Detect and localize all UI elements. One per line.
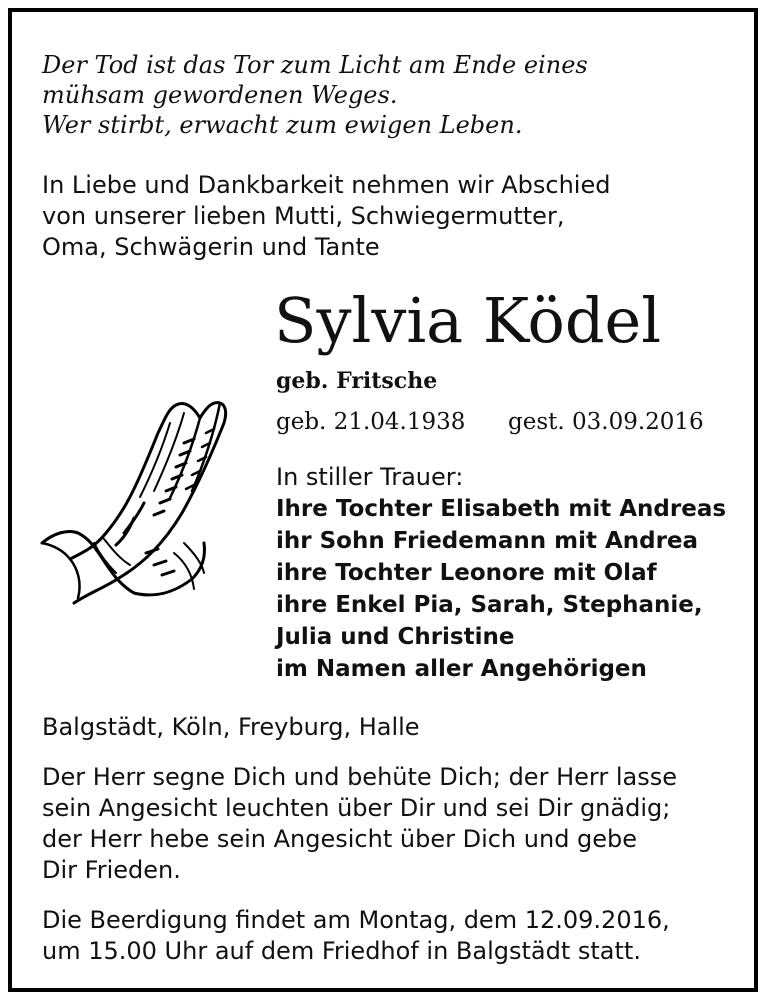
funeral-line: um 15.00 Uhr auf dem Friedhof in Balgstädt statt. — [42, 937, 641, 965]
praying-hands-icon — [34, 393, 234, 613]
maiden-name: geb. Fritsche — [276, 368, 438, 394]
blessing-line: Der Herr segne Dich und behüte Dich; der Herr lasse — [42, 763, 677, 791]
intro-line: In Liebe und Dankbarkeit nehmen wir Abschied — [42, 171, 611, 199]
deceased-name: Sylvia Ködel — [274, 284, 662, 357]
verse-line: Wer stirbt, erwacht zum ewigen Leben. — [42, 111, 523, 139]
mourner-line: Ihre Tochter Elisabeth mit Andreas — [276, 496, 727, 522]
funeral-line: Die Beerdigung findet am Montag, dem 12.09.2016, — [42, 906, 670, 934]
birth-date: geb. 21.04.1938 — [276, 409, 466, 435]
death-date: gest. 03.09.2016 — [508, 409, 704, 435]
blessing-line: sein Angesicht leuchten über Dir und sei Dir gnädig; — [42, 794, 671, 822]
intro-line: von unserer lieben Mutti, Schwiegermutter, — [42, 202, 565, 230]
places: Balgstädt, Köln, Freyburg, Halle — [42, 713, 420, 741]
mourners-heading: In stiller Trauer: — [276, 463, 464, 491]
mourner-line: ihr Sohn Friedemann mit Andrea — [276, 528, 699, 554]
verse-line: Der Tod ist das Tor zum Licht am Ende eines — [42, 51, 588, 79]
verse-line: mühsam gewordenen Weges. — [42, 81, 398, 109]
mourner-line: ihre Enkel Pia, Sarah, Stephanie, — [276, 592, 703, 618]
mourner-line: Julia und Christine — [276, 624, 515, 650]
mourner-line: im Namen aller Angehörigen — [276, 656, 647, 682]
blessing-line: der Herr hebe sein Angesicht über Dich und gebe — [42, 825, 638, 853]
blessing-line: Dir Frieden. — [42, 856, 181, 884]
intro-line: Oma, Schwägerin und Tante — [42, 233, 380, 261]
mourner-line: ihre Tochter Leonore mit Olaf — [276, 560, 657, 586]
